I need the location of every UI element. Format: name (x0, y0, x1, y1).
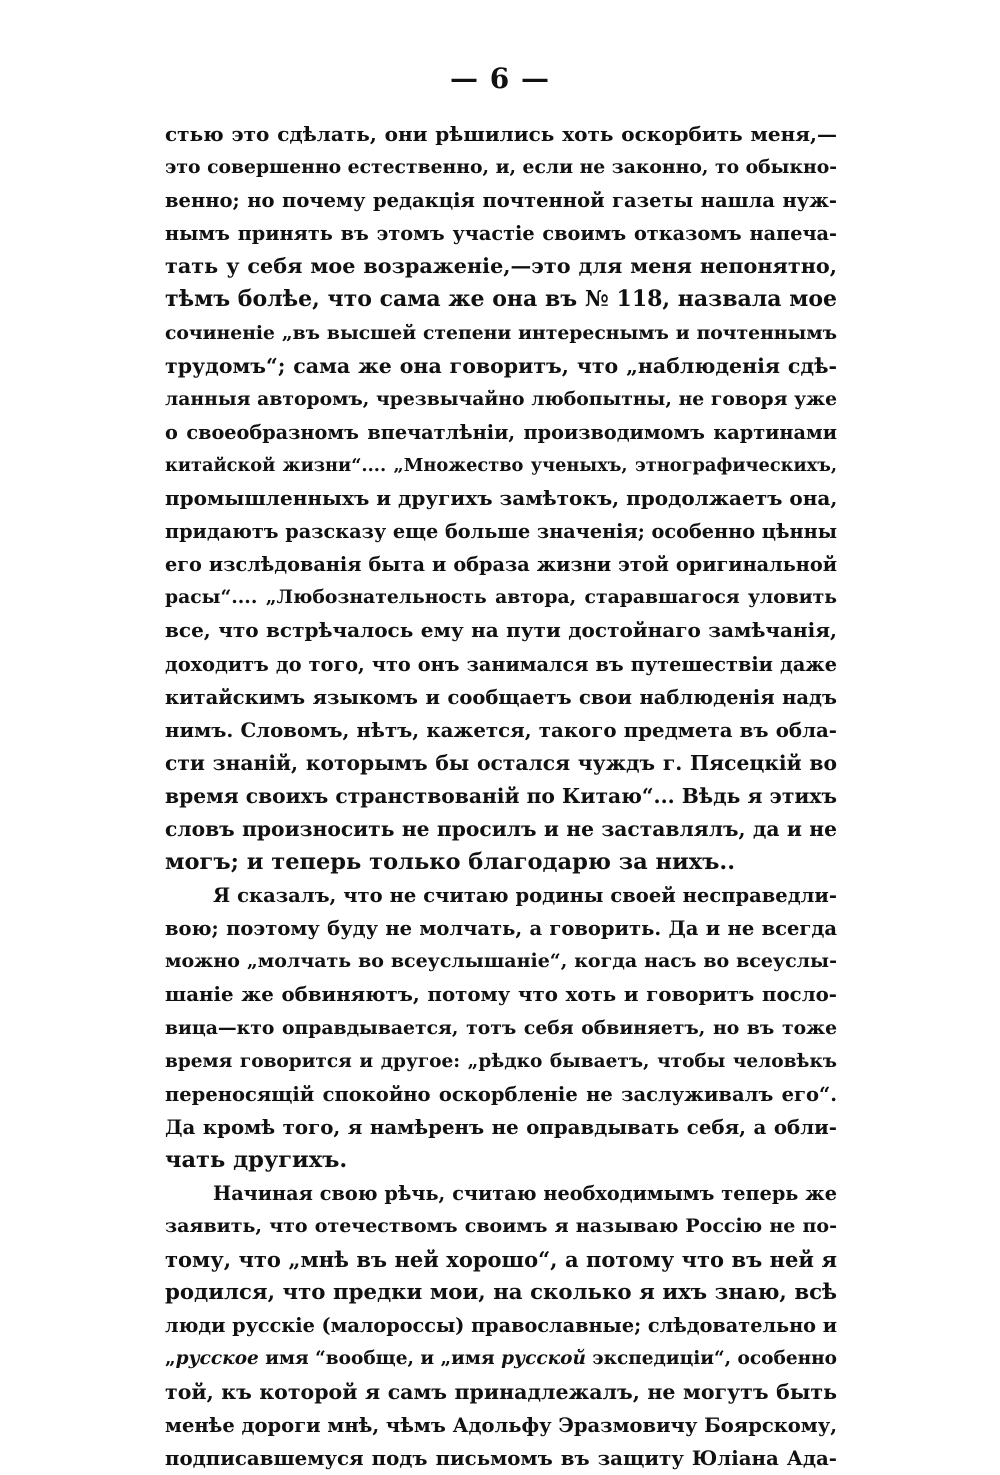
text-line: нымъ принять въ этомъ участіе своимъ отказомъ напеча- (165, 222, 837, 246)
text-line: китайской жизни“.... „Множество ученыхъ, этнографическихъ, (165, 454, 837, 476)
italic-text: русское (175, 1348, 259, 1370)
text-line: можно „молчать во всеуслышаніе“, когда насъ во всеуслы- (165, 950, 837, 973)
text-line: сочиненіе „въ высшей степени интереснымъ и почтеннымъ (165, 321, 837, 344)
text-line: вою; поэтому буду не молчать, а говорить. Да и не всегда (165, 917, 837, 941)
text-fragment: имя “вообще, и „имя (258, 1348, 502, 1370)
text-line: о своеобразномъ впечатлѣніи, производимомъ картинами (165, 420, 837, 444)
text-line: могъ; и теперь только благодарю за нихъ.. (165, 849, 736, 876)
text-line: тать у себя мое возраженіе,—это для меня непонятно, (165, 254, 837, 279)
text-line: расы“.... „Любознательность автора, старавшагося уловить (165, 586, 837, 609)
text-line: стью это сдѣлать, они рѣшились хоть оскорбить меня,— (165, 122, 837, 146)
text-line: китайскимъ языкомъ и сообщаетъ свои наблюденія надъ (165, 685, 837, 709)
text-line: придаютъ разсказу еще больше значенія; особенно цѣнны (165, 520, 837, 544)
text-line: тѣмъ болѣе, что сама же она въ № 118, назвала мое (165, 286, 837, 313)
text-line: это совершенно естественно, и, если не законно, то обыкно- (165, 156, 837, 179)
text-line: нимъ. Словомъ, нѣтъ, кажется, такого предмета въ обла- (165, 717, 837, 742)
text-line: тому, что „мнѣ въ ней хорошо“, а потому что въ ней я (165, 1247, 837, 1273)
text-line: чать другихъ. (165, 1146, 348, 1173)
page-number: — 6 — (450, 62, 550, 95)
text-line: все, что встрѣчалось ему на пути достойнаго замѣчанія, (165, 618, 837, 643)
text-line: трудомъ“; сама же она говоритъ, что „наблюденія сдѣ- (165, 353, 837, 378)
text-line: шаніе же обвиняютъ, потому что хоть и говоритъ посло- (165, 982, 837, 1007)
text-line: его изслѣдованія быта и образа жизни этой оригинальной (165, 553, 837, 577)
text-line: вица—кто оправдывается, тотъ себя обвиняетъ, но въ тоже (165, 1016, 837, 1039)
text-line: венно; но почему редакція почтенной газеты нашла нуж- (165, 189, 837, 213)
body-text (165, 118, 837, 1475)
text-fragment: „ (165, 1348, 176, 1370)
text-line: сти знаній, которымъ бы остался чуждъ г. Пясецкій во (165, 750, 837, 775)
text-line: переносящій спокойно оскорбленіе не заслуживалъ его“. (165, 1082, 837, 1106)
text-line: люди русскіе (малороссы) православные; слѣдовательно и (165, 1314, 837, 1338)
text-line: подписавшемуся подъ письмомъ въ защиту Юліана Ада- (165, 1445, 837, 1470)
text-line: заявить, что отечествомъ своимъ я называю Россію не по- (165, 1215, 837, 1238)
text-line: Да кромѣ того, я намѣренъ не оправдывать себя, а обли- (165, 1114, 837, 1139)
text-fragment: экспедиціи“, особенно (585, 1348, 838, 1370)
text-line: менѣе дороги мнѣ, чѣмъ Адольфу Эразмовичу Боярскому, (165, 1413, 837, 1437)
text-line: промышленныхъ и другихъ замѣтокъ, продолжаетъ она, (165, 486, 838, 511)
text-line: родился, что предки мои, на сколько я ихъ знаю, всѣ (165, 1280, 837, 1306)
text-line: время своихъ странствованій по Китаю“... Вѣдь я этихъ (165, 783, 837, 808)
text-line: Начиная свою рѣчь, считаю необходимымъ теперь же (213, 1182, 837, 1205)
text-line: той, къ которой я самъ принадлежалъ, не могутъ быть (165, 1379, 837, 1404)
text-line: ланныя авторомъ, чрезвычайно любопытны, не говоря уже (165, 387, 837, 410)
text-line: доходитъ до того, что онъ занимался въ путешествіи даже (165, 652, 837, 676)
text-line: словъ произносить не просилъ и не заставлялъ, да и не (165, 816, 837, 841)
text-line: Я сказалъ, что не считаю родины своей несправедли- (213, 884, 837, 908)
text-line-mixed (165, 1342, 837, 1375)
italic-text: русской (501, 1348, 586, 1370)
text-line: время говорится и другое: „рѣдко бываетъ, чтобы человѣкъ (165, 1050, 837, 1072)
